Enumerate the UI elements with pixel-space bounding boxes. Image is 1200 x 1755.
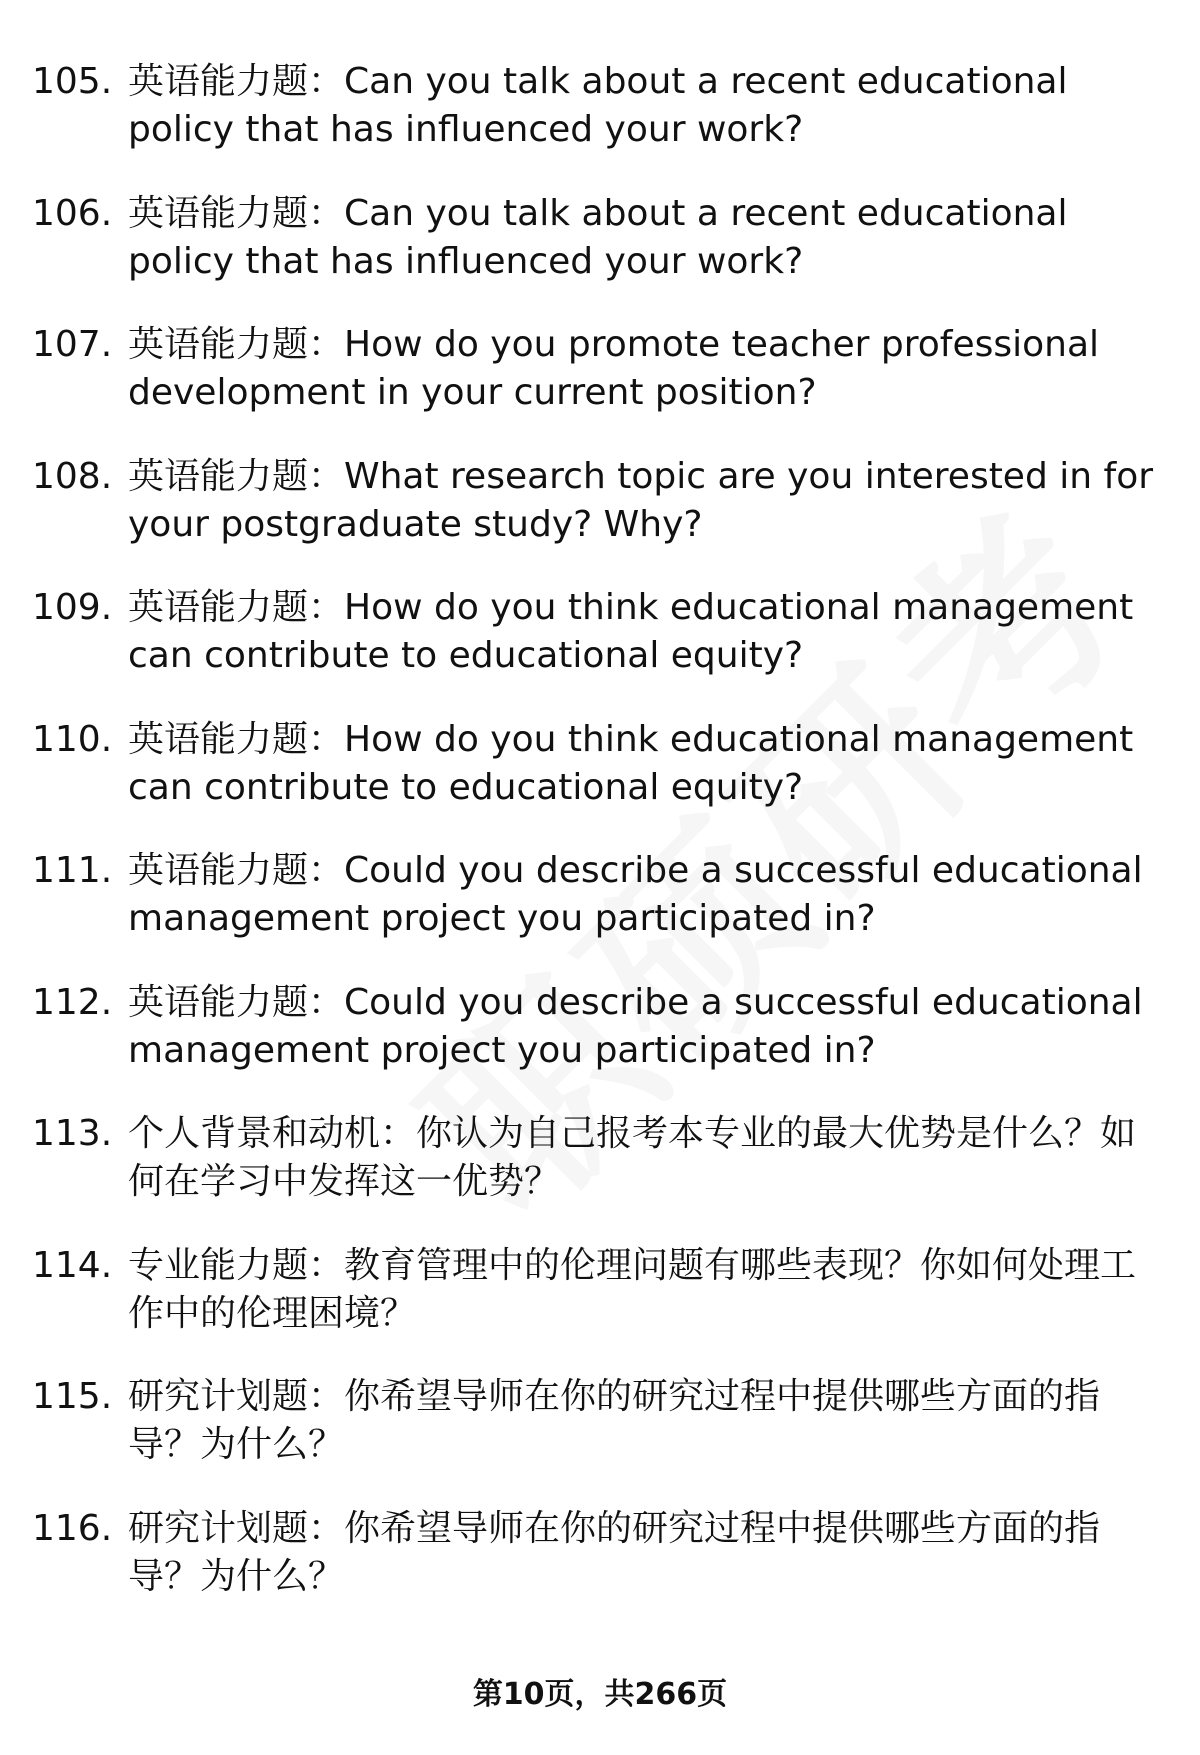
question-list <box>32 58 1172 1636</box>
item-text: 英语能力题：Could you describe a successful educational management project you participated in? <box>128 981 1143 1071</box>
page-footer <box>0 1675 1200 1715</box>
list-item <box>32 979 1172 1111</box>
list-item <box>32 1242 1172 1374</box>
item-text: 英语能力题：What research topic are you interested in for your postgraduate study? Why? <box>128 455 1154 545</box>
item-number: 116. <box>32 1507 113 1549</box>
item-number: 114. <box>32 1244 113 1286</box>
item-text: 英语能力题：Can you talk about a recent educational policy that has influenced your work? <box>128 61 1068 150</box>
page-number-label: 第10页，共266页 <box>472 1677 728 1712</box>
list-item <box>32 1505 1172 1637</box>
item-number: 113. <box>32 1113 113 1154</box>
item-number: 110. <box>32 718 113 760</box>
item-number: 106. <box>32 192 113 234</box>
item-number: 115. <box>32 1376 113 1417</box>
item-text: 研究计划题：你希望导师在你的研究过程中提供哪些方面的指导？为什么？ <box>128 1376 1101 1465</box>
list-item <box>32 1110 1172 1242</box>
item-text: 英语能力题：Could you describe a successful educational management project you participated in? <box>128 850 1143 939</box>
list-item <box>32 321 1172 453</box>
item-text: 英语能力题：Can you talk about a recent educational policy that has influenced your work? <box>128 192 1068 282</box>
item-number: 107. <box>32 324 113 365</box>
item-number: 105. <box>32 61 113 102</box>
list-item <box>32 190 1172 322</box>
item-text: 专业能力题：教育管理中的伦理问题有哪些表现？你如何处理工作中的伦理困境？ <box>128 1244 1137 1334</box>
item-text: 个人背景和动机：你认为自己报考本专业的最大优势是什么？如何在学习中发挥这一优势？ <box>128 1113 1137 1202</box>
item-number: 109. <box>32 587 113 628</box>
item-text: 英语能力题：How do you think educational management can contribute to educational equity? <box>128 587 1134 676</box>
list-item <box>32 847 1172 979</box>
item-text: 英语能力题：How do you promote teacher professional development in your current position? <box>128 324 1100 413</box>
item-text: 研究计划题：你希望导师在你的研究过程中提供哪些方面的指导？为什么？ <box>128 1507 1101 1597</box>
list-item <box>32 58 1172 190</box>
item-number: 108. <box>32 455 113 497</box>
item-number: 111. <box>32 850 113 891</box>
list-item <box>32 716 1172 848</box>
list-item <box>32 584 1172 716</box>
item-text: 英语能力题：How do you think educational management can contribute to educational equity? <box>128 718 1134 808</box>
item-number: 112. <box>32 981 113 1023</box>
list-item <box>32 1373 1172 1505</box>
list-item <box>32 453 1172 585</box>
